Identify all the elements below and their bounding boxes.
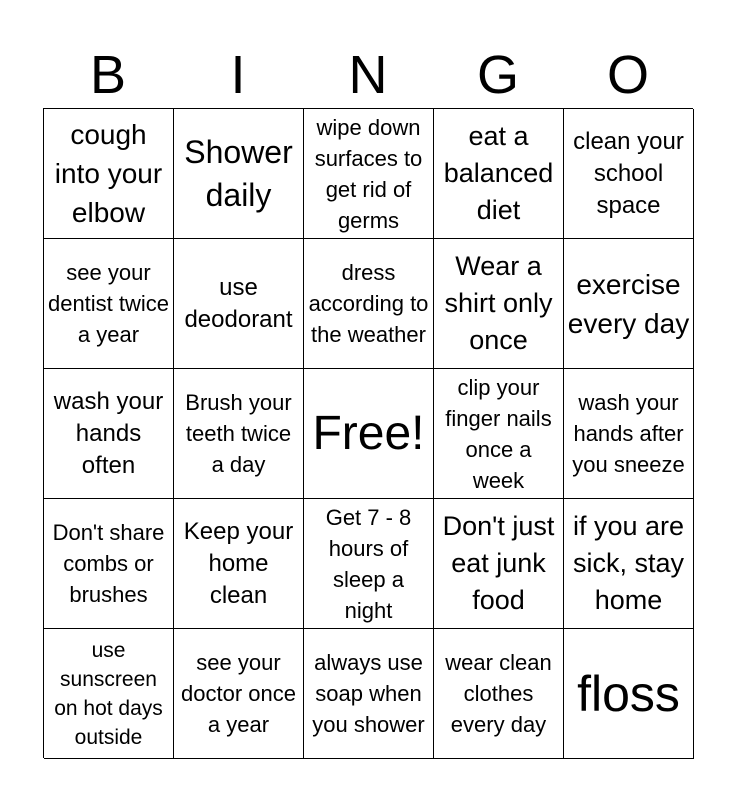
cell-text: Brush your teeth twice a day [185, 390, 292, 477]
cell-text: cough into your elbow [54, 119, 163, 228]
cell-text: if you are sick, stay home [572, 511, 685, 615]
cell-text: use sunscreen on hot days outside [54, 638, 163, 749]
bingo-cell[interactable] [44, 369, 174, 499]
bingo-cell[interactable] [434, 109, 564, 239]
cell-text: always use soap when you shower [312, 650, 425, 737]
bingo-header [43, 44, 693, 106]
cell-text: wash your hands after you sneeze [572, 390, 685, 477]
bingo-cell[interactable] [174, 239, 304, 369]
cell-text: exercise every day [567, 268, 690, 339]
bingo-cell[interactable] [564, 629, 694, 759]
bingo-cell[interactable] [564, 499, 694, 629]
cell-text: Wear a shirt only once [444, 251, 553, 355]
bingo-cell[interactable] [304, 239, 434, 369]
bingo-card-grid [43, 108, 693, 758]
bingo-cell[interactable] [174, 499, 304, 629]
bingo-cell[interactable] [174, 369, 304, 499]
header-letter-n: N [348, 45, 388, 105]
cell-text: see your doctor once a year [181, 650, 296, 737]
cell-text: Shower daily [184, 133, 293, 213]
bingo-cell[interactable] [304, 629, 434, 759]
bingo-cell[interactable] [174, 109, 304, 239]
cell-text: wear clean clothes every day [445, 650, 552, 737]
cell-text: eat a balanced diet [443, 121, 554, 225]
bingo-cell[interactable] [434, 239, 564, 369]
bingo-cell[interactable] [564, 239, 694, 369]
cell-text: dress according to the weather [308, 260, 429, 347]
cell-text: wipe down surfaces to get rid of germs [314, 114, 423, 233]
bingo-cell[interactable] [44, 239, 174, 369]
cell-text: Don't share combs or brushes [52, 520, 165, 607]
bingo-cell[interactable] [174, 629, 304, 759]
bingo-cell[interactable] [434, 629, 564, 759]
bingo-cell[interactable] [44, 109, 174, 239]
header-letter-i: I [230, 45, 246, 105]
free-text: Free! [312, 406, 425, 460]
bingo-cell[interactable] [434, 499, 564, 629]
cell-text: Don't just eat junk food [442, 511, 555, 615]
cell-text: clip your finger nails once a week [445, 374, 552, 493]
cell-text: floss [577, 665, 680, 722]
cell-text: wash your hands often [53, 387, 164, 479]
header-letter-b: B [89, 45, 127, 105]
cell-text: see your dentist twice a year [47, 260, 170, 347]
bingo-cell[interactable] [564, 369, 694, 499]
cell-text: Keep your home clean [183, 517, 294, 609]
bingo-cell[interactable] [44, 629, 174, 759]
bingo-cell[interactable] [304, 499, 434, 629]
free-cell[interactable] [304, 369, 434, 499]
header-letter-o: O [606, 45, 649, 105]
bingo-cell[interactable] [304, 109, 434, 239]
cell-text: use deodorant [184, 273, 293, 333]
bingo-cell[interactable] [564, 109, 694, 239]
bingo-cell[interactable] [44, 499, 174, 629]
header-letter-g: G [476, 45, 519, 105]
cell-text: Get 7 - 8 hours of sleep a night [325, 504, 412, 623]
bingo-cell[interactable] [434, 369, 564, 499]
cell-text: clean your school space [573, 127, 684, 219]
